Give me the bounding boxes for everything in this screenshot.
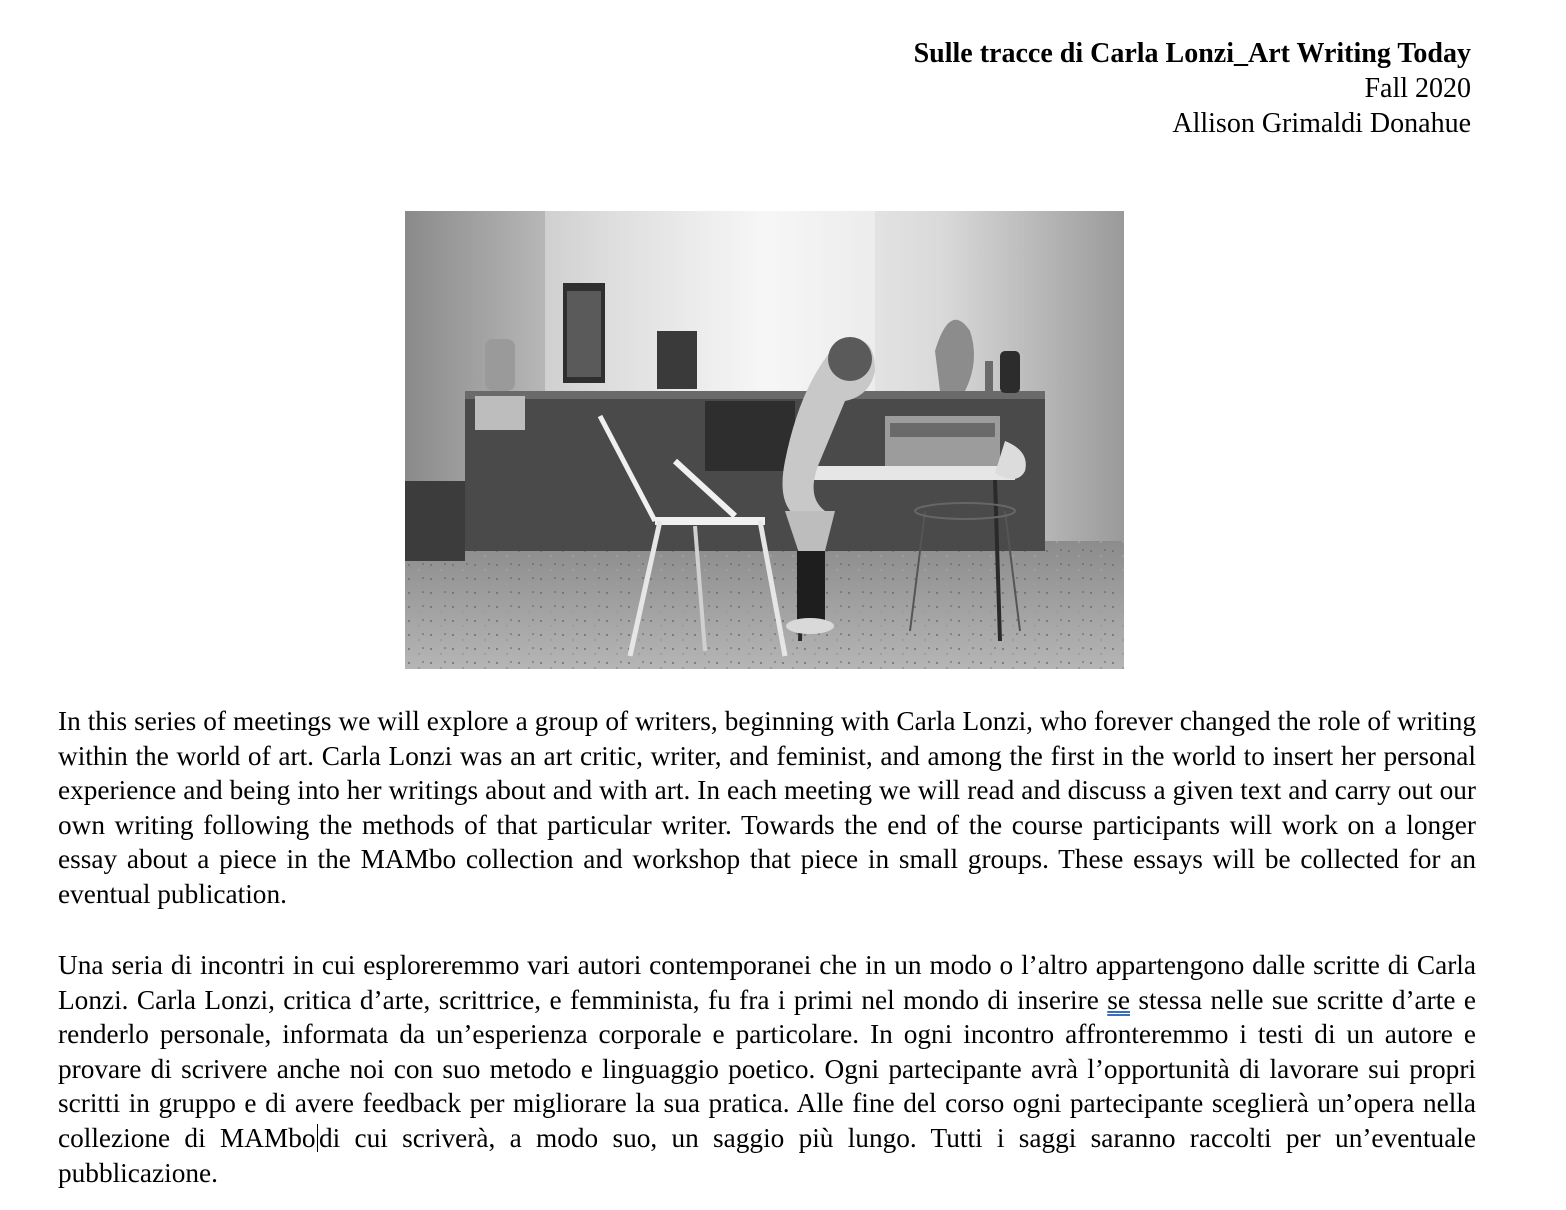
course-author: Allison Grimaldi Donahue: [1172, 108, 1471, 139]
italian-text-part-3: di cui scriverà, a modo suo, un saggio più lungo. Tutti i saggi saranno raccolti per un’eventuale pubblicazione.: [58, 1122, 1477, 1188]
archival-photo: [405, 211, 1124, 669]
english-description: In this series of meetings we will explore a group of writers, beginning with Carla Lonzi, who forever changed the role of writing within the world of art. Carla Lonzi was an art critic, writer, and feminist, and among the first in the world to insert her personal experience and being into her writings about and with art. In each meeting we will read and discuss a given text and carry out our own writing following the methods of that particular writer. Towards the end of the course participants will work on a longer essay about a piece in the MAMbo collection and workshop that piece in small groups. These essays will be collected for an eventual publication.: [58, 706, 1476, 909]
italian-text-part-2: stessa nelle sue scritte d’arte e renderlo personale, informata da un’esperienza corporale e particolare. In ogni incontro affronteremmo i testi di un autore e provare di scrivere anche noi con suo metodo e linguaggio poetico. Ogni partecipante avrà l’opportunità di lavorare sui propri scritti in gruppo e di avere feedback per migliorare la sua pratica. Alle fine del corso ogni partecipante sceglierà un’opera nella collezione di MAMbo: [58, 984, 1476, 1153]
document-header: [914, 36, 1471, 141]
italian-description: [58, 948, 1476, 1190]
italian-text-part-1: Una seria di incontri in cui esploreremmo vari autori contemporanei che in un modo o l’altro appartengono dalle scritte di Carla Lonzi. Carla Lonzi, critica d’arte, scrittrice, e femminista, fu fra i primi nel mondo di inserire: [58, 950, 1476, 1015]
photo-illustration: [405, 211, 1124, 669]
course-title: Sulle tracce di Carla Lonzi_Art Writing Today: [913, 38, 1471, 69]
text-cursor: [317, 1124, 319, 1152]
course-term: Fall 2020: [1364, 73, 1471, 104]
grammar-flagged-word[interactable]: se: [1107, 984, 1130, 1015]
